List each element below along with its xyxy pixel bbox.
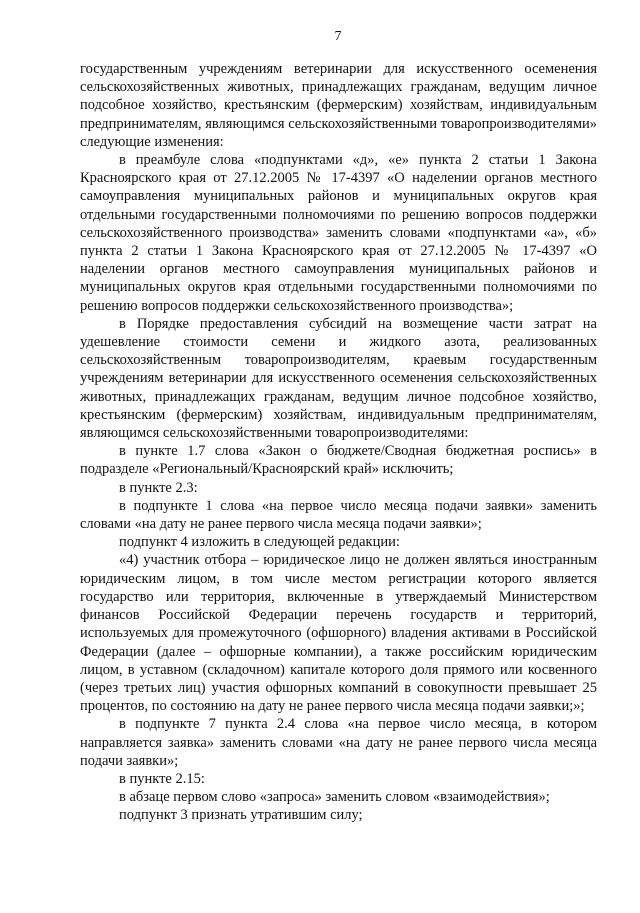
document-body (80, 60, 597, 825)
paragraph-subclause-1: в подпункте 1 слова «на первое число месяца подачи заявки» заменить словами «на дату не ранее первого числа месяца подачи заявки»; (80, 497, 597, 533)
paragraph-procedure: в Порядке предоставления субсидий на возмещение части затрат на удешевление стоимости семени и жидкого азота, реализованных сельскохозяйственным товаропроизводителям, краевым государственным учреждениям ветеринарии для искусственного осеменения сельскохозяйственных животных, принадлежащих гражданам, ведущим личное подсобное хозяйство, крестьянским (фермерским) хозяйствам, индивидуальным предпринимателям, являющимся сельскохозяйственными товаропроизводителями: (80, 315, 597, 442)
paragraph-first-abstract: в абзаце первом слово «запроса» заменить словом «взаимодействия»; (119, 789, 550, 806)
paragraph-clause-1-7: в пункте 1.7 слова «Закон о бюджете/Сводная бюджетная роспись» в подразделе «Региональный/Красноярский край» исключить; (80, 443, 597, 478)
paragraph-preamble-change: в преамбуле слова «подпунктами «д», «е» пункта 2 статьи 1 Закона Красноярского края от 27.12.2005 № 17-4397 «О наделении органов местного самоуправления муниципальных районов и муниципальных округов края отдельными государственными полномочиями по решению вопросов поддержки сельскохозяйственного производства» заменить словами «подпунктами «а», «б» пункта 2 статьи 1 Закона Красноярского края от 27.12.2005 № 17-4397 «О наделении органов местного самоуправления муниципальных районов и муниципальных округов края отдельными государственными полномочиями по решению вопросов поддержки сельскохозяйственного производства»; (80, 152, 597, 314)
paragraph-intro: государственным учреждениям ветеринарии для искусственного осеменения сельскохозяйственных животных, принадлежащих гражданам, ведущим личное подсобное хозяйство, крестьянским (фермерским) хозяйствам, индивидуальным предпринимателям, являющимся сельскохозяйственными товаропроизводителями» следующие изменения: (80, 61, 597, 150)
paragraph-subclause-3: подпункт 3 признать утратившим силу; (119, 807, 363, 824)
paragraph-subclause-7: в подпункте 7 пункта 2.4 слова «на первое число месяца, в котором направляется заявка» заменить словами «на дату не ранее первого числа месяца подачи заявки»; (80, 716, 597, 769)
paragraph-subclause-4-text: «4) участник отбора – юридическое лицо не должен являться иностранным юридическим лицом, в том числе местом регистрации которого является государство или территория, включенные в утверждаемый Министерством финансов Российской Федерации перечень государств и территорий, используемых для промежуточного (офшорного) владения активами в Российской Федерации (далее – офшорные компании), а также российским юридическим лицом, в уставном (складочном) капитале которого доля прямого или косвенного (через третьих лиц) участия офшорных компаний в совокупности превышает 25 процентов, по состоянию на дату не ранее первого числа месяца подачи заявки;»; (80, 552, 597, 715)
paragraph-clause-2-3: в пункте 2.3: (119, 479, 198, 496)
paragraph-subclause-4: подпункт 4 изложить в следующей редакции: (119, 534, 400, 551)
paragraph-clause-2-15: в пункте 2.15: (119, 770, 205, 787)
page-number: 7 (334, 29, 342, 44)
